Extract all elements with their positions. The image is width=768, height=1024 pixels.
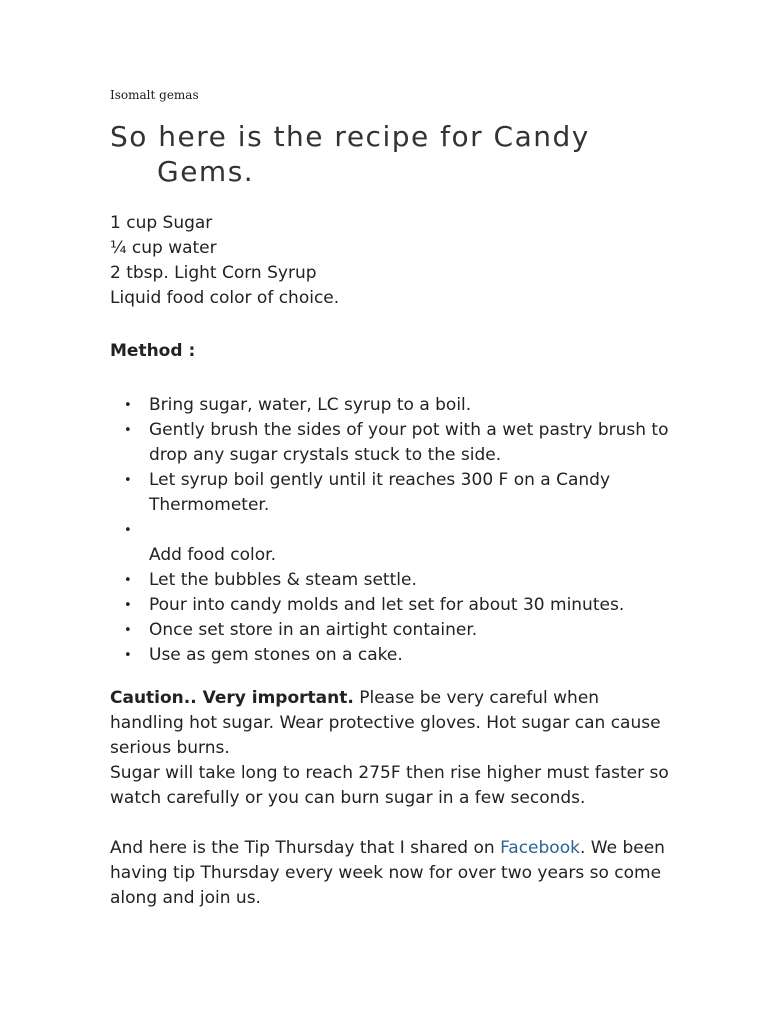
list-item xyxy=(124,643,670,668)
sugar-note-paragraph: Sugar will take long to reach 275F then rise higher must faster so watch carefully or you can burn sugar in a few seconds. xyxy=(110,763,669,808)
step-text xyxy=(149,518,670,543)
bullet-icon: • xyxy=(124,648,132,663)
recipe-heading: So here is the recipe for Candy Gems. xyxy=(110,120,590,188)
ingredient-item: Liquid food color of choice. xyxy=(110,288,340,308)
step-text: Gently brush the sides of your pot with a wet pastry brush to drop any sugar crystals stuck to the side. xyxy=(149,420,669,465)
step-text: Once set store in an airtight container. xyxy=(149,620,478,640)
bullet-icon: • xyxy=(124,598,132,613)
list-item xyxy=(124,468,670,518)
step-text: Bring sugar, water, LC syrup to a boil. xyxy=(149,395,472,415)
tip-text-after: . We been having tip Thursday every week now for over two years so come along and join us. xyxy=(110,838,665,908)
caution-label: Caution.. Very important. xyxy=(110,688,354,708)
ingredient-item: ¼ cup water xyxy=(110,238,217,258)
method-steps xyxy=(110,393,670,668)
list-item xyxy=(124,418,670,468)
document-page xyxy=(110,86,670,911)
list-item xyxy=(124,393,670,418)
bullet-icon: • xyxy=(124,423,132,438)
ingredient-list xyxy=(110,211,670,311)
list-item xyxy=(124,593,670,618)
ingredient-item: 1 cup Sugar xyxy=(110,213,213,233)
ingredient-item: 2 tbsp. Light Corn Syrup xyxy=(110,263,317,283)
list-item xyxy=(124,618,670,643)
facebook-link[interactable]: Facebook xyxy=(500,838,580,858)
step-text: Pour into candy molds and let set for about 30 minutes. xyxy=(149,595,625,615)
tip-text-before: And here is the Tip Thursday that I shared on xyxy=(110,838,501,858)
document-title: Isomalt gemas xyxy=(110,88,199,102)
bullet-icon: • xyxy=(124,523,132,538)
tip-paragraph xyxy=(110,836,670,911)
bullet-icon: • xyxy=(124,473,132,488)
bullet-icon: • xyxy=(124,398,132,413)
step-text: Let the bubbles & steam settle. xyxy=(149,570,417,590)
step-text: Use as gem stones on a cake. xyxy=(149,645,403,665)
list-item xyxy=(124,568,670,593)
step-text: Let syrup boil gently until it reaches 300 F on a Candy Thermometer. xyxy=(149,470,611,515)
method-label: Method : xyxy=(110,341,196,361)
caution-paragraph xyxy=(110,686,670,761)
step-text-add-food-color: Add food color. xyxy=(149,545,277,565)
caution-text: Please be very careful when handling hot sugar. Wear protective gloves. Hot sugar can cause serious burns. xyxy=(110,688,661,758)
bullet-icon: • xyxy=(124,573,132,588)
bullet-icon: • xyxy=(124,623,132,638)
list-item xyxy=(124,518,670,568)
